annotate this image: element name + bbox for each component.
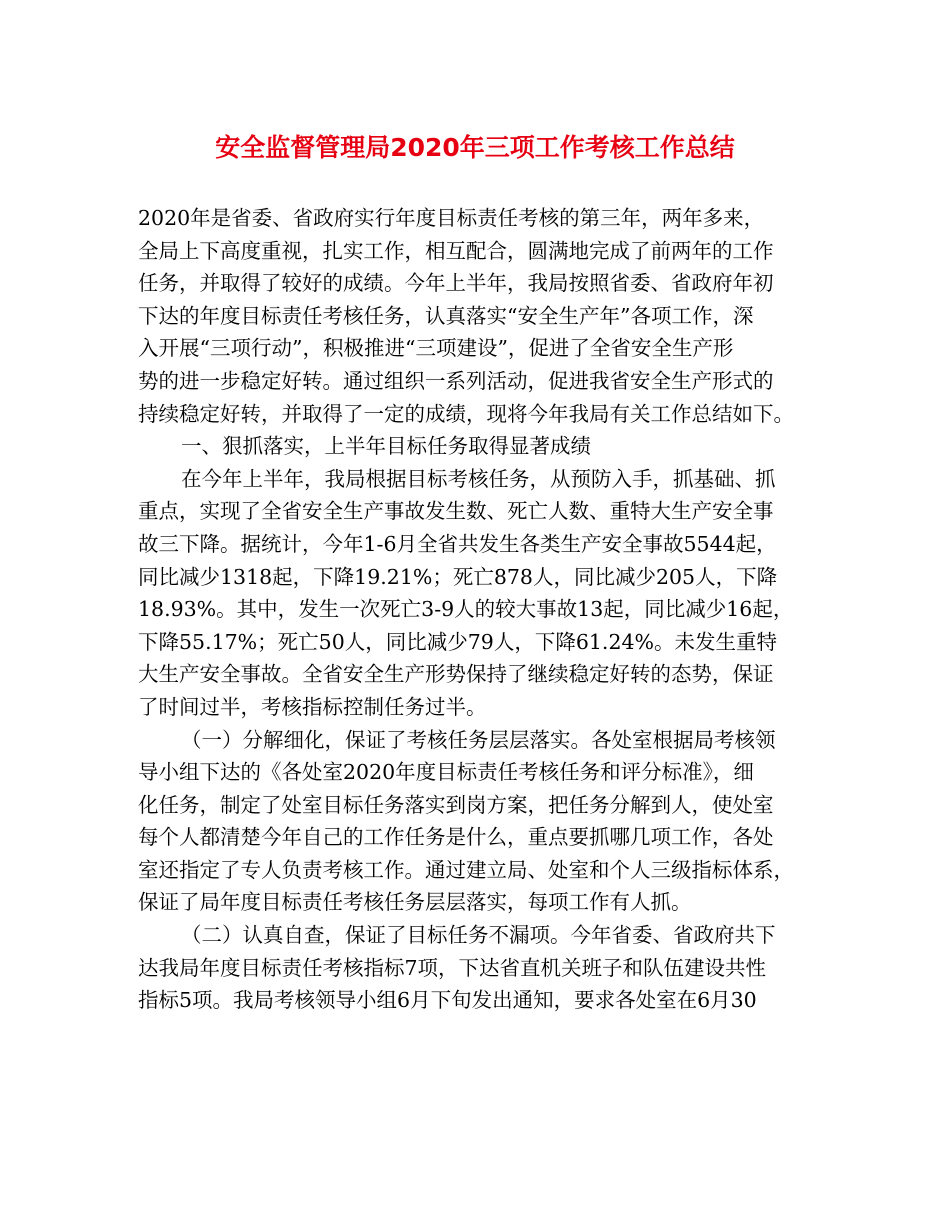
text-line: 导小组下达的《各处室2020年度目标责任考核任务和评分标准》，细 [138, 760, 754, 785]
document-body [138, 202, 818, 1017]
text-line: 下达的年度目标责任考核任务，认真落实“安全生产年”各项工作，深 [138, 303, 754, 328]
text-line: 全局上下高度重视，扎实工作，相互配合，圆满地完成了前两年的工作 [138, 238, 774, 263]
text-line: 室还指定了专人负责考核工作。通过建立局、处室和个人三级指标体系， [138, 857, 794, 882]
text-line: 故三下降。据统计，今年1-6月全省共发生各类生产安全事故5544起， [138, 531, 777, 556]
text-line: 大生产安全事故。全省安全生产形势保持了继续稳定好转的态势，保证 [138, 662, 774, 687]
text-line: 下降55.17%；死亡50人，同比减少79人，下降61.24%。未发生重特 [138, 629, 778, 654]
text-line: 保证了局年度目标责任考核任务层层落实，每项工作有人抓。 [138, 890, 692, 915]
text-line: 了时间过半，考核指标控制任务过半。 [138, 694, 487, 719]
text-line: 每个人都清楚今年自己的工作任务是什么，重点要抓哪几项工作，各处 [138, 825, 774, 850]
text-line: 入开展“三项行动”，积极推进“三项建设”，促进了全省安全生产形 [138, 336, 734, 361]
text-line: 持续稳定好转，并取得了一定的成绩，现将今年我局有关工作总结如下。 [138, 401, 794, 426]
page-title: 安全监督管理局2020年三项工作考核工作总结 [215, 133, 735, 162]
text-line: （二）认真自查，保证了目标任务不漏项。今年省委、省政府共下 [181, 923, 776, 948]
text-line: 同比减少1318起，下降19.21%；死亡878人，同比减少205人，下降 [138, 564, 778, 589]
text-line: 2020年是省委、省政府实行年度目标责任考核的第三年，两年多来， [138, 206, 765, 230]
text-line: 达我局年度目标责任考核指标7项，下达省直机关班子和队伍建设共性 [138, 955, 767, 980]
text-line: 化任务，制定了处室目标任务落实到岗方案，把任务分解到人，使处室 [138, 792, 774, 817]
text-line: 任务，并取得了较好的成绩。今年上半年，我局按照省委、省政府年初 [138, 271, 774, 296]
text-line: 一、狠抓落实，上半年目标任务取得显著成绩 [181, 434, 591, 459]
text-line: 18.93%。其中，发生一次死亡3-9人的较大事故13起，同比减少16起， [138, 597, 794, 622]
text-line: 重点，实现了全省安全生产事故发生数、死亡人数、重特大生产安全事 [138, 499, 774, 524]
text-line: 指标5项。我局考核领导小组6月下旬发出通知，要求各处室在6月30 [138, 988, 757, 1013]
text-line: （一）分解细化，保证了考核任务层层落实。各处室根据局考核领 [181, 727, 776, 752]
text-line: 在今年上半年，我局根据目标考核任务，从预防入手，抓基础、抓 [181, 466, 776, 491]
text-line: 势的进一步稳定好转。通过组织一系列活动，促进我省安全生产形式的 [138, 368, 774, 393]
